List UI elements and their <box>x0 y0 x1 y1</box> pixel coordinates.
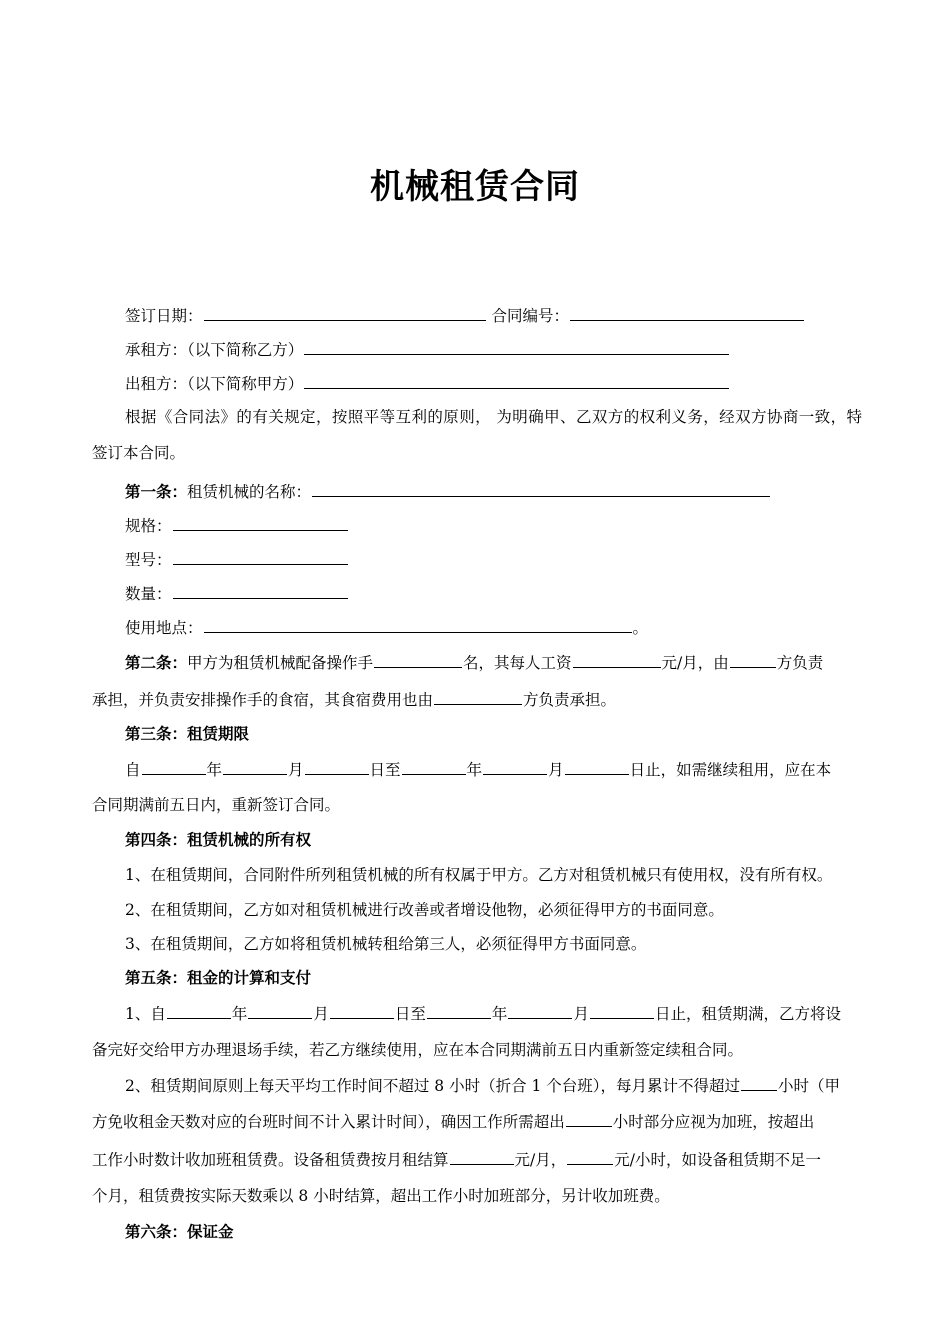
intro-line-2: 签订本合同。 <box>92 444 186 462</box>
spec-blank[interactable] <box>173 514 348 531</box>
article-5-para-2-line-2 <box>92 1110 862 1133</box>
article-4-para-3: 3、在租赁期间，乙方如将租赁机械转租给第三人，必须征得甲方书面同意。 <box>125 935 647 953</box>
term-month: 月 <box>288 761 304 779</box>
rent-start-month-blank[interactable] <box>248 1002 312 1019</box>
end-day-blank[interactable] <box>565 758 629 775</box>
end-year-blank[interactable] <box>402 758 466 775</box>
article-5-heading: 第五条：租金的计算和支付 <box>125 968 312 987</box>
start-month-blank[interactable] <box>223 758 287 775</box>
rent-start-day-blank[interactable] <box>330 1002 394 1019</box>
article-2-text-3: 元/月，由 <box>661 654 729 672</box>
model-label: 型号： <box>125 551 172 569</box>
article-4-para-1: 1、在租赁期间，合同附件所列租赁机械的所有权属于甲方。乙方对租赁机械只有使用权，没有所有权。 <box>125 866 833 884</box>
term-day-end: 日止，如需继续租用，应在本 <box>629 761 832 779</box>
spec-label: 规格： <box>125 517 172 535</box>
article-5-para-1-line-1 <box>125 1002 895 1025</box>
article-6-heading: 第六条：保证金 <box>125 1222 234 1241</box>
sign-date-blank[interactable] <box>204 304 486 321</box>
article-3-line-1 <box>125 758 895 781</box>
article-2-text-6: 方负责承担。 <box>523 691 617 709</box>
article-2-text-1: 甲方为租赁机械配备操作手 <box>187 654 374 672</box>
lessor-line <box>125 372 895 395</box>
article-1-heading: 第一条： <box>125 482 188 501</box>
operator-wage-blank[interactable] <box>573 651 661 668</box>
rent-year: 年 <box>231 1005 248 1023</box>
term-month-2: 月 <box>548 761 564 779</box>
machine-name-label: 租赁机械的名称： <box>187 483 312 501</box>
hourly-rate-blank[interactable] <box>567 1148 613 1165</box>
rent-day-to: 日至 <box>394 1005 426 1023</box>
article-2-text-5: 承担，并负责安排操作手的食宿，其食宿费用也由 <box>92 691 434 709</box>
overtime-hours-blank[interactable] <box>566 1110 612 1127</box>
article-5-para-2-b: 小时（甲 <box>778 1077 841 1095</box>
spec-line <box>125 514 895 537</box>
article-2-line-1 <box>125 651 895 674</box>
machine-name-blank[interactable] <box>312 480 770 497</box>
place-end: 。 <box>632 619 649 637</box>
rent-end-month-blank[interactable] <box>508 1002 572 1019</box>
article-2-line-2 <box>92 688 862 711</box>
place-blank[interactable] <box>204 616 632 633</box>
board-party-blank[interactable] <box>434 688 522 705</box>
quantity-line <box>125 582 895 605</box>
lessee-blank[interactable] <box>304 338 729 355</box>
article-3-heading: 第三条：租赁期限 <box>125 724 250 743</box>
article-5-para-2-e: 工作小时数计收加班租赁费。设备租赁费按月租结算 <box>92 1151 449 1169</box>
article-5-para-1-line-2: 备完好交给甲方办理退场手续，若乙方继续使用，应在本合同期满前五日内重新签定续租合同。 <box>92 1041 744 1059</box>
wage-party-blank[interactable] <box>730 651 776 668</box>
lessee-label: 承租方：（以下简称乙方） <box>125 341 304 359</box>
article-5-para-2-f: 元/月， <box>514 1151 567 1169</box>
sign-date-line <box>125 304 895 327</box>
article-2-text-4: 方负责 <box>776 654 824 672</box>
lessor-label: 出租方：（以下简称甲方） <box>125 375 304 393</box>
rent-month: 月 <box>313 1005 329 1023</box>
term-year: 年 <box>206 761 223 779</box>
article-3-line-2: 合同期满前五日内，重新签订合同。 <box>92 796 341 814</box>
article-2-text-2: 名，其每人工资 <box>463 654 572 672</box>
article-5-para-2-line-3 <box>92 1148 862 1171</box>
intro-line-1: 根据《合同法》的有关规定，按照平等互利的原则， 为明确甲、乙双方的权利义务，经双方协商一致，特 <box>125 408 862 426</box>
article-5-para-2-line-4: 个月，租赁费按实际天数乘以 8 小时结算，超出工作小时加班部分，另计收加班费。 <box>92 1187 670 1205</box>
article-5-para-2-d: 小时部分应视为加班，按超出 <box>612 1113 815 1131</box>
contract-no-label: 合同编号： <box>491 307 569 325</box>
document-title: 机械租赁合同 <box>370 167 580 207</box>
article-5-para-2-c: 方免收租金天数对应的台班时间不计入累计时间），确因工作所需超出 <box>92 1113 565 1131</box>
lessee-line <box>125 338 895 361</box>
place-line <box>125 616 895 639</box>
start-year-blank[interactable] <box>142 758 206 775</box>
article-1-name-line <box>125 480 895 503</box>
article-5-para-2-line-1 <box>125 1074 895 1097</box>
sign-date-label: 签订日期： <box>125 307 203 325</box>
operator-count-blank[interactable] <box>374 651 462 668</box>
quantity-blank[interactable] <box>173 582 348 599</box>
article-4-heading: 第四条：租赁机械的所有权 <box>125 830 312 849</box>
start-day-blank[interactable] <box>305 758 369 775</box>
term-from: 自 <box>125 761 141 779</box>
article-4-para-2: 2、在租赁期间，乙方如对租赁机械进行改善或者增设他物，必须征得甲方的书面同意。 <box>125 901 724 919</box>
rent-end-day-blank[interactable] <box>590 1002 654 1019</box>
rent-month-2: 月 <box>573 1005 589 1023</box>
monthly-hours-blank[interactable] <box>741 1074 777 1091</box>
model-line <box>125 548 895 571</box>
model-blank[interactable] <box>173 548 348 565</box>
monthly-rent-blank[interactable] <box>450 1148 514 1165</box>
rent-day-end: 日止，租赁期满，乙方将设 <box>654 1005 841 1023</box>
term-year-2: 年 <box>466 761 483 779</box>
rent-year-2: 年 <box>491 1005 508 1023</box>
quantity-label: 数量： <box>125 585 172 603</box>
article-2-heading: 第二条： <box>125 653 188 672</box>
place-label: 使用地点： <box>125 619 203 637</box>
rent-end-year-blank[interactable] <box>427 1002 491 1019</box>
term-day-to: 日至 <box>369 761 401 779</box>
end-month-blank[interactable] <box>483 758 547 775</box>
lessor-blank[interactable] <box>304 372 729 389</box>
rent-start-year-blank[interactable] <box>167 1002 231 1019</box>
article-5-para-2-a: 2、租赁期间原则上每天平均工作时间不超过 8 小时（折合 1 个台班），每月累计不得超过 <box>125 1077 741 1095</box>
article-5-para-2-g: 元/小时，如设备租赁期不足一 <box>614 1151 821 1169</box>
rent-from: 1、自 <box>125 1005 166 1023</box>
contract-no-blank[interactable] <box>570 304 804 321</box>
